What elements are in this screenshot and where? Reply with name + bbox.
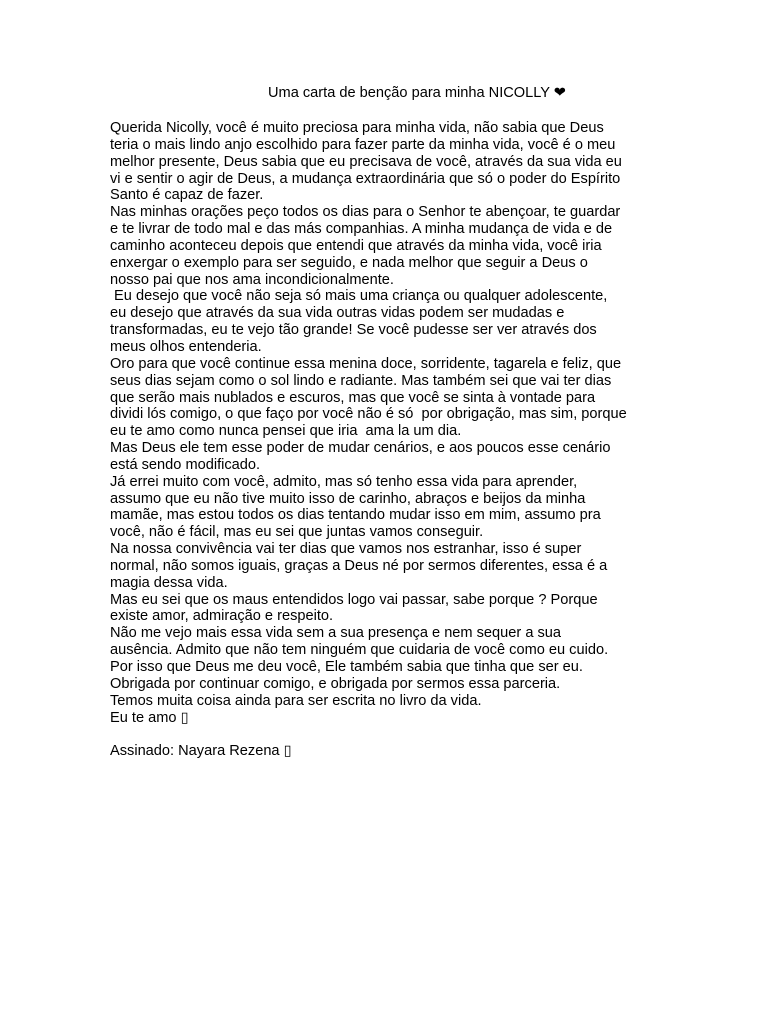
letter-line: vi e sentir o agir de Deus, a mudança extraordinária que só o poder do Espírito	[110, 170, 621, 187]
letter-line: Oro para que você continue essa menina doce, sorridente, tagarela e feliz, que	[110, 355, 622, 372]
letter-line: Por isso que Deus me deu você, Ele também sabia que tinha que ser eu.	[110, 659, 583, 675]
letter-line: ausência. Admito que não tem ninguém que cuidaria de você como eu cuido.	[110, 642, 609, 659]
letter-body	[110, 120, 670, 760]
letter-line: está sendo modificado.	[110, 456, 261, 473]
letter-line: Na nossa convivência vai ter dias que vamos nos estranhar, isso é super	[110, 541, 582, 558]
letter-line: magia dessa vida.	[110, 574, 228, 591]
letter-line: existe amor, admiração e respeito.	[110, 608, 334, 625]
letter-line: que serão mais nublados e escuros, mas que você se sinta à vontade para	[110, 389, 596, 406]
letter-line: seus dias sejam como o sol lindo e radiante. Mas também sei que vai ter dias	[110, 372, 612, 389]
letter-line: mamãe, mas estou todos os dias tentando mudar isso em mim, assumo pra	[110, 507, 601, 524]
letter-line: nosso pai que nos ama incondicionalmente.	[110, 271, 394, 288]
letter-lines	[110, 120, 670, 726]
letter-line: Não me vejo mais essa vida sem a sua presença e nem sequer a sua	[110, 625, 562, 642]
letter-title: Uma carta de benção para minha NICOLLY ❤	[268, 85, 567, 101]
letter-line: Mas Deus ele tem esse poder de mudar cenários, e aos poucos esse cenário	[110, 440, 611, 457]
letter-line: dividi lós comigo, o que faço por você não é só por obrigação, mas sim, porque	[110, 406, 627, 423]
letter-line: eu desejo que através da sua vida outras vidas podem ser mudadas e	[110, 305, 565, 322]
blank-line	[110, 726, 670, 743]
letter-line: Querida Nicolly, você é muito preciosa para minha vida, não sabia que Deus	[110, 120, 604, 136]
letter-line: caminho aconteceu depois que entendi que através da minha vida, você iria	[110, 237, 602, 254]
letter-line: normal, não somos iguais, graças a Deus né por sermos diferentes, essa é a	[110, 557, 608, 574]
letter-line: você, não é fácil, mas eu sei que juntas vamos conseguir.	[110, 524, 484, 541]
letter-line: meus olhos entenderia.	[110, 338, 262, 355]
letter-line: eu te amo como nunca pensei que iria ama la um dia.	[110, 423, 462, 440]
letter-line: Nas minhas orações peço todos os dias para o Senhor te abençoar, te guardar	[110, 204, 621, 221]
letter-line: melhor presente, Deus sabia que eu precisava de você, através da sua vida eu	[110, 153, 622, 170]
letter-line: Mas eu sei que os maus entendidos logo vai passar, sabe porque ? Porque	[110, 591, 598, 608]
letter-line: enxergar o exemplo para ser seguido, e nada melhor que seguir a Deus o	[110, 254, 588, 271]
letter-line: Santo é capaz de fazer.	[110, 187, 264, 204]
letter-line: transformadas, eu te vejo tão grande! Se você pudesse ser ver através dos	[110, 322, 597, 339]
letter-signature: Assinado: Nayara Rezena ▯	[110, 743, 292, 760]
letter-line: assumo que eu não tive muito isso de carinho, abraços e beijos da minha	[110, 490, 586, 507]
letter-line: Eu te amo ▯	[110, 709, 189, 726]
letter-line: Temos muita coisa ainda para ser escrita no livro da vida.	[110, 692, 482, 709]
letter-line: Obrigada por continuar comigo, e obrigada por sermos essa parceria.	[110, 675, 561, 692]
letter-line: teria o mais lindo anjo escolhido para fazer parte da minha vida, você é o meu	[110, 136, 616, 153]
letter-line: Já errei muito com você, admito, mas só tenho essa vida para aprender,	[110, 473, 578, 490]
letter-line: e te livrar de todo mal e das más companhias. A minha mudança de vida e de	[110, 221, 613, 238]
letter-line: Eu desejo que você não seja só mais uma criança ou qualquer adolescente,	[110, 288, 608, 305]
